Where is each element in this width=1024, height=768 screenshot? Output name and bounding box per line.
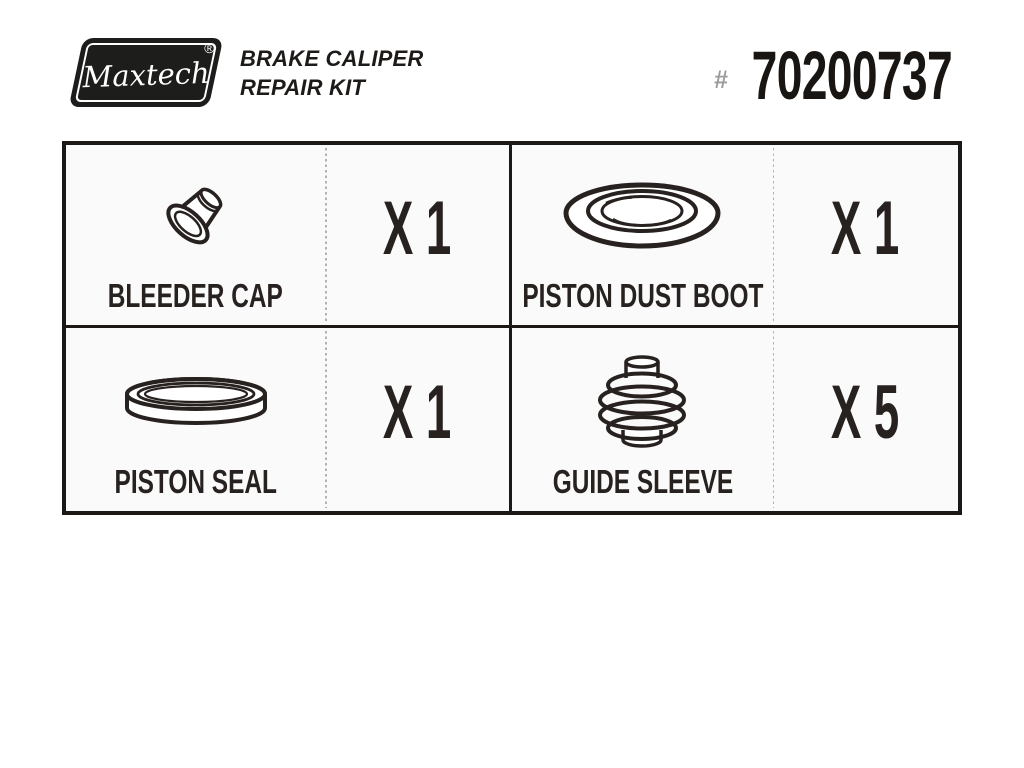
part-label: GUIDE SLEEVE (552, 463, 733, 500)
part-panel (66, 145, 325, 325)
quantity-value: X 1 (382, 370, 452, 455)
quantity-panel (773, 145, 958, 325)
quantity-value: X 1 (831, 185, 900, 271)
quantity-value: X 5 (831, 370, 900, 455)
product-title (240, 44, 424, 102)
hash-icon: # (714, 66, 728, 94)
part-panel (512, 328, 773, 511)
part-label: PISTON DUST BOOT (521, 277, 763, 314)
part-label: BLEEDER CAP (108, 277, 284, 314)
bleeder-cap-icon (164, 183, 228, 247)
part-illustration (164, 145, 228, 277)
piston-seal-icon (121, 373, 271, 427)
piston-dust-boot-icon (560, 178, 724, 252)
table-cell-piston-seal (66, 328, 512, 511)
part-illustration (560, 145, 724, 277)
part-number-value: 70200737 (751, 37, 952, 114)
quantity-panel (325, 145, 509, 325)
parts-table (62, 141, 962, 515)
registered-trademark-icon: ® (203, 40, 215, 56)
table-cell-piston-dust-boot (512, 145, 958, 328)
part-panel (512, 145, 773, 325)
part-illustration (591, 328, 693, 463)
guide-sleeve-icon (591, 351, 693, 449)
part-illustration (121, 328, 271, 463)
quantity-value: X 1 (382, 185, 452, 271)
table-cell-guide-sleeve (512, 328, 958, 511)
brand-logo (69, 38, 224, 107)
part-panel (66, 328, 325, 511)
quantity-panel (773, 328, 958, 511)
product-title-line2: REPAIR KIT (240, 75, 366, 100)
table-cell-bleeder-cap (66, 145, 512, 328)
product-title-line1: BRAKE CALIPER (240, 46, 424, 71)
brand-name: Maxtech (81, 55, 211, 94)
part-label: PISTON SEAL (114, 463, 277, 500)
quantity-panel (325, 328, 509, 511)
